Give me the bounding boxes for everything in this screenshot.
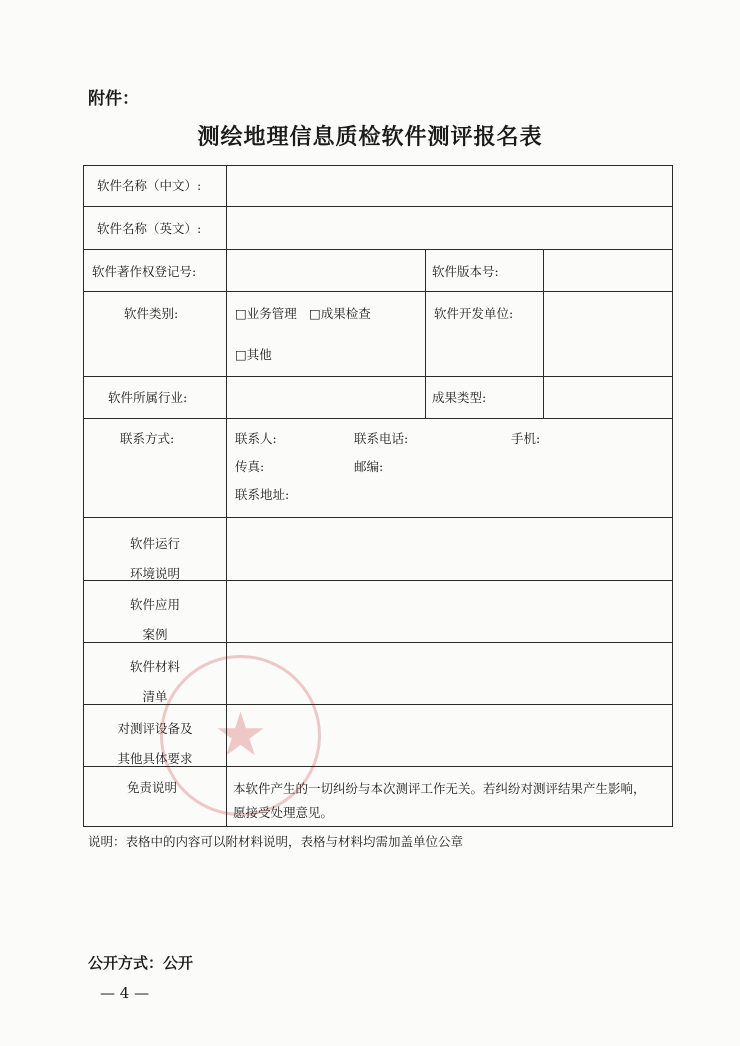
disclaimer-label: 免责说明	[127, 780, 178, 795]
name-cn-label: 软件名称（中文）:	[97, 178, 202, 193]
name-cn-field[interactable]	[228, 167, 671, 205]
requirements-field[interactable]	[228, 706, 671, 765]
version-label: 软件版本号:	[432, 264, 499, 279]
contact-address-label: 联系地址:	[235, 487, 290, 502]
disclosure-method: 公开方式：公开	[88, 954, 194, 972]
result-type-label: 成果类型:	[432, 390, 487, 405]
disclaimer-text: 本软件产生的一切纠纷与本次测评工作无关。若纠纷对测评结果产生影响， 愿接受处理意见。	[233, 781, 646, 820]
name-en-field[interactable]	[228, 208, 671, 248]
cases-field[interactable]	[228, 582, 671, 641]
contact-person-label: 联系人:	[235, 431, 277, 446]
category-option-other[interactable]: □其他	[235, 347, 272, 362]
star-icon: ★	[213, 700, 268, 770]
industry-label: 软件所属行业:	[108, 390, 188, 405]
industry-field[interactable]	[228, 378, 424, 417]
copyright-label: 软件著作权登记号:	[92, 264, 197, 279]
attachment-label: 附件：	[88, 89, 139, 109]
developer-field[interactable]	[545, 293, 671, 375]
category-option-result-check[interactable]: □成果检查	[309, 306, 371, 321]
contact-label: 联系方式:	[120, 431, 175, 446]
copyright-field[interactable]	[228, 251, 424, 290]
page-title: 测绘地理信息质检软件测评报名表	[197, 125, 543, 150]
materials-label: 软件材料 清单	[129, 659, 180, 704]
name-en-label: 软件名称（英文）:	[97, 221, 202, 236]
env-field[interactable]	[228, 519, 671, 579]
env-label: 软件运行 环境说明	[129, 536, 180, 581]
version-field[interactable]	[545, 251, 671, 290]
category-label: 软件类别:	[124, 306, 179, 321]
category-option-business[interactable]: □业务管理	[235, 306, 297, 321]
contact-phone-label: 联系电话:	[354, 431, 409, 446]
cases-label: 软件应用 案例	[129, 597, 180, 642]
contact-postcode-label: 邮编:	[354, 459, 384, 474]
requirements-label: 对测评设备及 其他具体要求	[117, 721, 193, 766]
form-note: 说明：表格中的内容可以附材料说明，表格与材料均需加盖单位公章	[88, 834, 464, 849]
materials-field[interactable]	[228, 644, 671, 703]
page-number: — 4 —	[100, 984, 150, 1002]
developer-label: 软件开发单位:	[434, 306, 514, 321]
contact-fax-label: 传真:	[235, 459, 265, 474]
result-type-field[interactable]	[545, 378, 671, 417]
contact-mobile-label: 手机:	[511, 431, 541, 446]
